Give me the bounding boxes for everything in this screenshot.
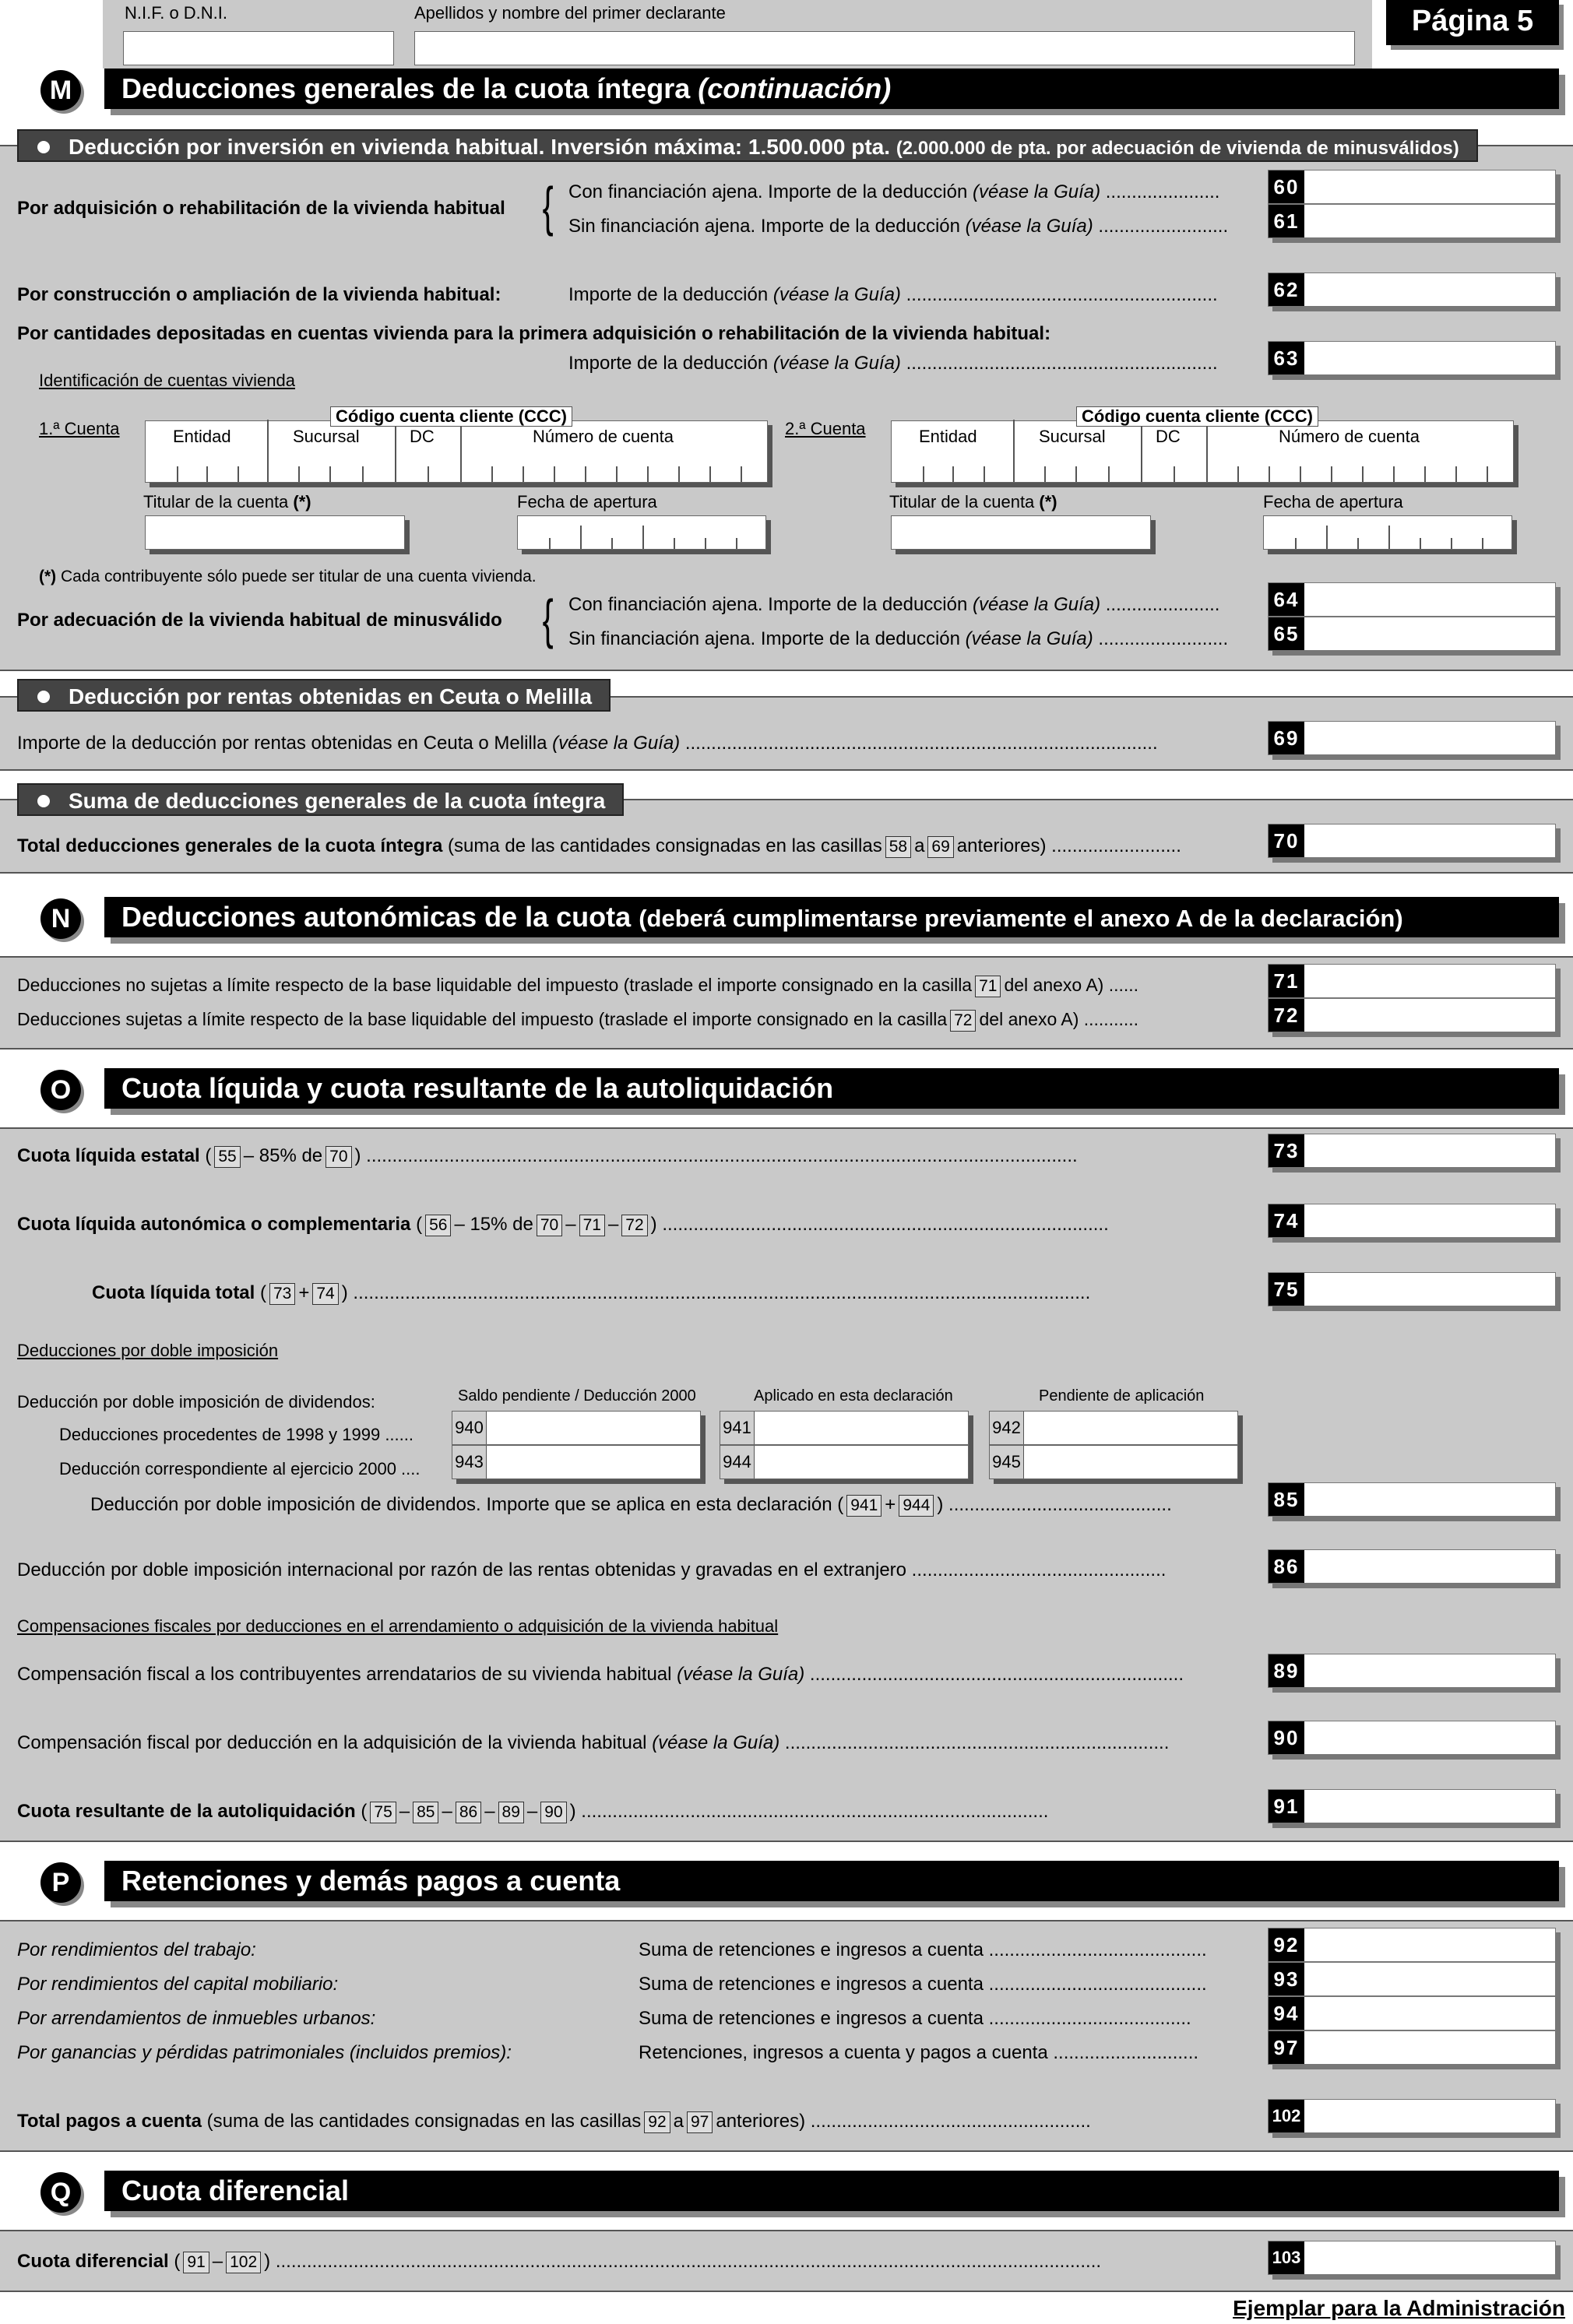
box-944[interactable]: 944: [720, 1445, 969, 1479]
col2-header: Aplicado en esta declaración: [754, 1387, 953, 1405]
comp-arr-row: Compensación fiscal a los contribuyentes arrendatarios de su vivienda habitual (véase la Guía) ........................................................................: [17, 1664, 1184, 1685]
ceuta-tab: Deducción por rentas obtenidas en Ceuta o Melilla: [17, 679, 611, 712]
nif-label: N.I.F. o D.N.I.: [125, 3, 228, 23]
total-cuota-row: Cuota líquida total ( 73 + 74 ) ..............................................................................................................................................: [92, 1282, 1091, 1303]
box-69[interactable]: 69: [1268, 721, 1556, 755]
section-p-title: Retenciones y demás pagos a cuenta: [104, 1861, 1559, 1901]
box-90[interactable]: 90: [1268, 1721, 1556, 1755]
p-row-3-left: Por arrendamientos de inmuebles urbanos:: [17, 2008, 376, 2029]
box-73[interactable]: 73: [1268, 1134, 1556, 1168]
brace: {: [542, 589, 554, 649]
construccion-importe: Importe de la deducción (véase la Guía) ............................................................: [568, 284, 1218, 305]
box-945[interactable]: 945: [989, 1445, 1238, 1479]
p-row-3-right: Suma de retenciones e ingresos a cuenta .......................................: [639, 2008, 1191, 2029]
box-72[interactable]: 72: [1268, 998, 1556, 1032]
box-75[interactable]: 75: [1268, 1272, 1556, 1306]
name-field[interactable]: [414, 31, 1355, 65]
p-row-4-left: Por ganancias y pérdidas patrimoniales (incluidos premios):: [17, 2042, 512, 2063]
suma-tab: Suma de deducciones generales de la cuota íntegra: [17, 783, 624, 816]
p-row-2-left: Por rendimientos del capital mobiliario:: [17, 1974, 339, 1995]
section-m-title: Deducciones generales de la cuota íntegra (continuación): [104, 69, 1559, 109]
box-65[interactable]: 65: [1268, 617, 1556, 651]
section-q-badge: Q: [40, 2172, 81, 2213]
nif-field[interactable]: [123, 31, 394, 65]
box-85[interactable]: 85: [1268, 1482, 1556, 1517]
entidad-label-1: Entidad: [173, 427, 231, 446]
doble-title: Deducciones por doble imposición: [17, 1341, 279, 1360]
footer-copy-label: Ejemplar para la Administración: [1233, 2296, 1565, 2320]
box-943[interactable]: 943: [452, 1445, 701, 1479]
autonomica-row-1: Deducciones no sujetas a límite respecto de la base liquidable del impuesto (traslade el importe consignado en la casilla 71 del anexo A) ......: [17, 973, 1138, 997]
p-row-2-right: Suma de retenciones e ingresos a cuenta ..........................................: [639, 1974, 1207, 1995]
vivienda-tab: Deducción por inversión en vivienda habitual. Inversión máxima: 1.500.000 pta. (2.000.000 de pta. por adecuación de vivienda de minusválidos): [17, 129, 1478, 162]
section-p-badge: P: [40, 1862, 81, 1903]
box-71[interactable]: 71: [1268, 964, 1556, 998]
fecha-label-1: Fecha de apertura: [517, 492, 657, 512]
resultante-row: Cuota resultante de la autoliquidación ( 75 – 85 – 86 – 89 – 90 ) ..........................................................................................: [17, 1801, 1049, 1822]
name-label: Apellidos y nombre del primer declarante: [414, 3, 726, 23]
identificacion-title: Identificación de cuentas vivienda: [39, 371, 295, 390]
estatal-row: Cuota líquida estatal ( 55 – 85% de 70 ) .........................................................................................................................................: [17, 1145, 1078, 1166]
autonomica-row-2: Deducciones sujetas a límite respecto de la base liquidable del impuesto (traslade el importe consignado en la casilla 72 del anexo A) ...........: [17, 1007, 1138, 1032]
ccc-label-1: Código cuenta cliente (CCC): [330, 406, 572, 427]
section-o-title: Cuota líquida y cuota resultante de la autoliquidación: [104, 1068, 1559, 1109]
titular-label-1: Titular de la cuenta (*): [143, 492, 311, 512]
box-94[interactable]: 94: [1268, 1996, 1556, 2030]
box-940[interactable]: 940: [452, 1411, 701, 1445]
sucursal-label-1: Sucursal: [293, 427, 360, 446]
row-2000: Deducción correspondiente al ejercicio 2000 ....: [59, 1459, 421, 1478]
cuenta2-label: 2.ª Cuenta: [785, 419, 866, 438]
box-103[interactable]: 103: [1268, 2241, 1556, 2275]
section-n-title: Deducciones autonómicas de la cuota (deberá cumplimentarse previamente el anexo A de la declaración): [104, 897, 1559, 937]
autonomica-cuota-row: Cuota líquida autonómica o complementaria ( 56 – 15% de 70 – 71 – 72 ) ......................................................................................: [17, 1214, 1109, 1235]
dividendos-label: Deducción por doble imposición de dividendos:: [17, 1392, 375, 1412]
numero-label-2: Número de cuenta: [1279, 427, 1420, 446]
fecha-field-1[interactable]: [517, 515, 766, 550]
box-60[interactable]: 60: [1268, 170, 1556, 204]
titular-field-2[interactable]: [891, 515, 1151, 550]
p-row-1-right: Suma de retenciones e ingresos a cuenta ..........................................: [639, 1939, 1207, 1960]
titular-label-2: Titular de la cuenta (*): [889, 492, 1057, 512]
box-102[interactable]: 102: [1268, 2099, 1556, 2133]
p-row-1-left: Por rendimientos del trabajo:: [17, 1939, 256, 1960]
internacional-row: Deducción por doble imposición internacional por razón de las rentas obtenidas y gravadas en el extranjero .................................................: [17, 1559, 1167, 1580]
cuenta1-label: 1.ª Cuenta: [39, 419, 120, 438]
fecha-field-2[interactable]: [1263, 515, 1512, 550]
cuentas-label: Por cantidades depositadas en cuentas vivienda para la primera adquisición o rehabilitación de la vivienda habitual:: [17, 323, 1051, 344]
section-m-badge: M: [40, 70, 81, 111]
col1-header: Saldo pendiente / Deducción 2000: [458, 1387, 696, 1405]
row-1998: Deducciones procedentes de 1998 y 1999 ......: [59, 1425, 413, 1444]
section-o-badge: O: [40, 1070, 81, 1110]
brace: {: [542, 176, 554, 237]
box-89[interactable]: 89: [1268, 1654, 1556, 1688]
con-financiacion-row: Con financiación ajena. Importe de la deducción (véase la Guía) ......................: [568, 181, 1220, 202]
ccc-field-1[interactable]: [145, 420, 768, 483]
box-63[interactable]: 63: [1268, 341, 1556, 375]
box-86[interactable]: 86: [1268, 1549, 1556, 1584]
minus-con-row: Con financiación ajena. Importe de la deducción (véase la Guía) ......................: [568, 594, 1220, 615]
dc-label-1: DC: [410, 427, 435, 446]
total-pagos-row: Total pagos a cuenta (suma de las cantidades consignadas en las casillas 92 a 97 anteriores) ......................................................: [17, 2111, 1091, 2132]
dc-label-2: DC: [1156, 427, 1181, 446]
ccc-label-2: Código cuenta cliente (CCC): [1076, 406, 1318, 427]
comp-adq-row: Compensación fiscal por deducción en la adquisición de la vivienda habitual (véase la Guía) ..........................................................................: [17, 1732, 1170, 1753]
adquisicion-label: Por adquisición o rehabilitación de la vivienda habitual: [17, 198, 505, 219]
suma-row: Total deducciones generales de la cuota íntegra (suma de las cantidades consignadas en las casillas 58 a 69 anteriores) .........................: [17, 835, 1181, 856]
minusvalido-label: Por adecuación de la vivienda habitual de minusválido: [17, 610, 502, 631]
box-74[interactable]: 74: [1268, 1204, 1556, 1238]
box-941[interactable]: 941: [720, 1411, 969, 1445]
box-70[interactable]: 70: [1268, 824, 1556, 858]
box-97[interactable]: 97: [1268, 2030, 1556, 2065]
construccion-label: Por construcción o ampliación de la vivienda habitual:: [17, 284, 501, 305]
ccc-field-2[interactable]: [891, 420, 1514, 483]
col3-header: Pendiente de aplicación: [1039, 1387, 1205, 1405]
sin-financiacion-row: Sin financiación ajena. Importe de la deducción (véase la Guía) .........................: [568, 216, 1229, 237]
box-92[interactable]: 92: [1268, 1928, 1556, 1962]
box-62[interactable]: 62: [1268, 272, 1556, 307]
titular-note: (*) Cada contribuyente sólo puede ser titular de una cuenta vivienda.: [39, 568, 537, 585]
cuentas-importe: Importe de la deducción (véase la Guía) ............................................................: [568, 353, 1218, 374]
section-q-title: Cuota diferencial: [104, 2171, 1559, 2211]
section-n-badge: N: [40, 898, 81, 939]
box-942[interactable]: 942: [989, 1411, 1238, 1445]
titular-field-1[interactable]: [145, 515, 405, 550]
minus-sin-row: Sin financiación ajena. Importe de la deducción (véase la Guía) .........................: [568, 628, 1229, 649]
box-93[interactable]: 93: [1268, 1962, 1556, 1996]
numero-label-1: Número de cuenta: [533, 427, 674, 446]
cuota-diferencial-row: Cuota diferencial ( 91 – 102 ) ...............................................................................................................................................................: [17, 2251, 1102, 2272]
compensaciones-title: Compensaciones fiscales por deducciones en el arrendamiento o adquisición de la vivienda habitual: [17, 1616, 779, 1636]
entidad-label-2: Entidad: [919, 427, 977, 446]
aplica-row: Deducción por doble imposición de dividendos. Importe que se aplica en esta declaración ( 941 + 944 ) ...........................................: [90, 1494, 1172, 1515]
sucursal-label-2: Sucursal: [1039, 427, 1106, 446]
page-badge: Página 5: [1386, 0, 1559, 45]
fecha-label-2: Fecha de apertura: [1263, 492, 1403, 512]
box-61[interactable]: 61: [1268, 204, 1556, 238]
box-64[interactable]: 64: [1268, 582, 1556, 617]
box-91[interactable]: 91: [1268, 1789, 1556, 1823]
p-row-4-right: Retenciones, ingresos a cuenta y pagos a cuenta ............................: [639, 2042, 1199, 2063]
ceuta-row: Importe de la deducción por rentas obtenidas en Ceuta o Melilla (véase la Guía) ...........................................................................................: [17, 733, 1158, 754]
